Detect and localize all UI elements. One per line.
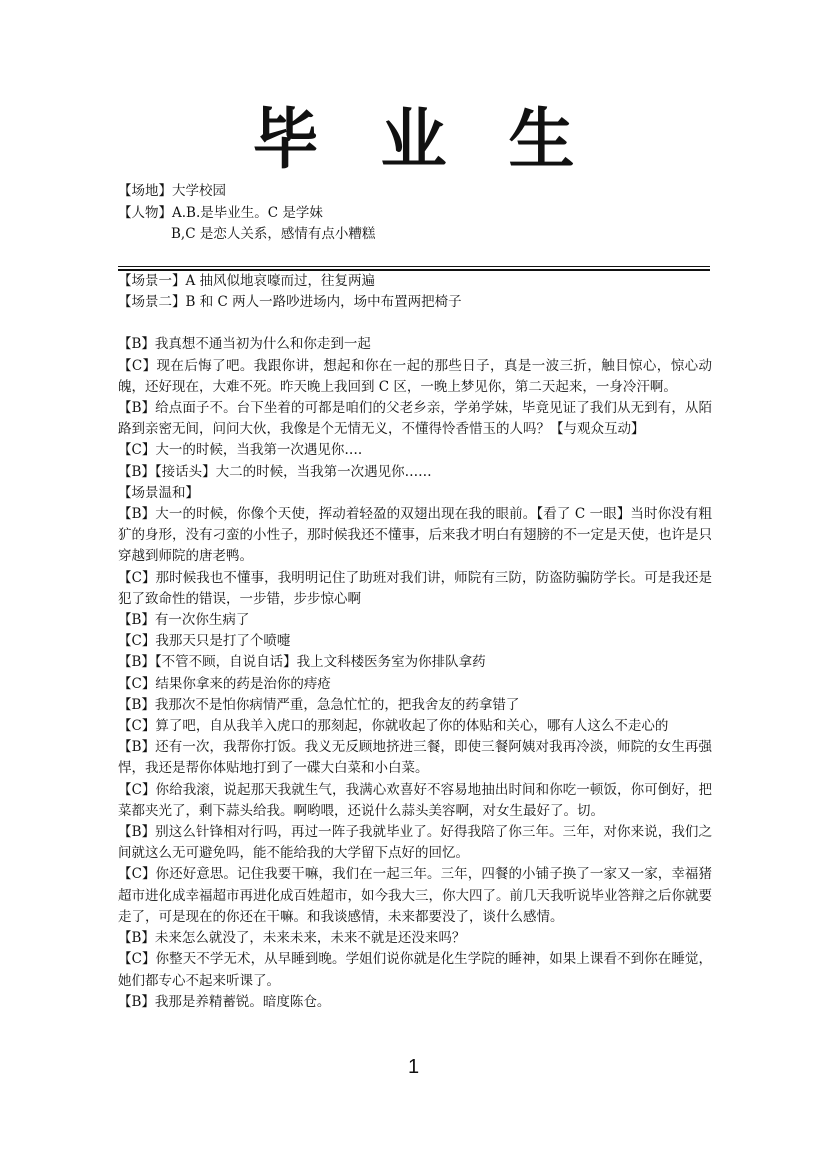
scene-line: 【场景一】A 抽风似地哀嚎而过，往复两遍 (118, 273, 376, 289)
script-body (118, 271, 712, 1013)
relation-line: B,C 是恋人关系，感情有点小糟糕 (171, 226, 376, 242)
dialogue-line: 【C】大一的时候，当我第一次遇见你…. (118, 442, 363, 459)
dialogue-line: 【B】别这么针锋相对行吗，再过一阵子我就毕业了。好得我陪了你三年。三年，对你来说，我们之间就这么无可避免吗，能不能给我的大学留下点好的回忆。 (118, 824, 712, 862)
spacer (118, 313, 712, 334)
dialogue-line: 【B】【不管不顾，自说自话】我上文科楼医务室为你排队拿药 (118, 654, 486, 671)
scene-line: 【场景二】B 和 C 两人一路吵进场内，场中布置两把椅子 (118, 294, 462, 311)
dialogue-line: 【C】我那天只是打了个喷嚏 (118, 633, 291, 650)
dialogue-line: 【B】我真想不通当初为什么和你走到一起 (118, 336, 371, 353)
dialogue-line: 【B】我那是养精蓄锐。暗度陈仓。 (118, 993, 331, 1010)
dialogue-line: 【B】未来怎么就没了，未来未来，未来不就是还没来吗？ (118, 930, 466, 947)
dialogue-line: 【C】算了吧，自从我羊入虎口的那刻起，你就收起了你的体贴和关心，哪有人这么不走心的 (118, 718, 669, 735)
dialogue-line: 【B】【接话头】大二的时候，当我第一次遇见你…… (118, 463, 432, 480)
dialogue-line: 【C】结果你拿来的药是治你的痔疮 (118, 675, 331, 692)
dialogue-line: 【C】你还好意思。记住我要干嘛，我们在一起三年。三年，四餐的小铺子换了一家又一家，幸福猪超市进化成幸福超市再进化成百姓超市，如今我大三，你大四了。前几天我听说毕业答辩之后你就要走了，可是现在的你还在干嘛。和我谈感情，未来都要没了，谈什么感情。 (118, 866, 712, 925)
dialogue-line: 【C】现在后悔了吧。我跟你讲，想起和你在一起的那些日子，真是一波三折，触目惊心，惊心动魄，还好现在，大难不死。昨天晚上我回到 C 区，一晚上梦见你，第二天起来，一身冷汗啊。 (118, 357, 712, 395)
page-number: 1 (407, 1056, 420, 1078)
dialogue-line: 【C】你整天不学无术，从早睡到晚。学姐们说你就是化生学院的睡神，如果上课看不到你在睡觉，她们都专心不起来听课了。 (118, 951, 712, 989)
play-info (118, 181, 718, 246)
dialogue-line: 【B】我那次不是怕你病情严重，急急忙忙的，把我舍友的药拿错了 (118, 696, 520, 713)
dialogue-line: 【B】给点面子不。台下坐着的可都是咱们的父老乡亲，学弟学妹，毕竟见证了我们从无到有，从陌路到亲密无间，问问大伙，我像是个无情无义，不懂得怜香惜玉的人吗？【与观众互动】 (118, 400, 712, 438)
dialogue-line: 【B】大一的时候，你像个天使，挥动着轻盈的双翅出现在我的眼前。【看了 C 一眼】当时你没有粗犷的身形，没有刁蛮的小性子，那时候我还不懂事，后来我才明白有翅膀的不一定是天使，也许是只穿越到师院的唐老鸭。 (118, 506, 712, 565)
divider-thin (118, 266, 710, 267)
dialogue-line: 【B】还有一次，我帮你打饭。我义无反顾地挤进三餐，即使三餐阿姨对我再冷淡，师院的女生再强悍，我还是帮你体贴地打到了一碟大白菜和小白菜。 (118, 739, 712, 777)
venue-line: 【场地】大学校园 (118, 183, 226, 199)
characters-line: 【人物】A.B.是毕业生。C 是学妹 (118, 204, 323, 221)
dialogue-line: 【B】有一次你生病了 (118, 612, 250, 629)
dialogue-line: 【C】那时候我也不懂事，我明明记住了助班对我们讲，师院有三防，防盗防骗防学长。可是我还是犯了致命性的错误，一步错，步步惊心啊 (118, 569, 712, 607)
stage-direction: 【场景温和】 (118, 484, 199, 501)
page-title: 毕业生 (252, 101, 637, 178)
dialogue-line: 【C】你给我滚，说起那天我就生气，我满心欢喜好不容易地抽出时间和你吃一顿饭，你可倒好，把菜都夹光了，剩下蒜头给我。啊哟喂，还说什么蒜头美容啊，对女生最好了。切。 (118, 781, 712, 819)
